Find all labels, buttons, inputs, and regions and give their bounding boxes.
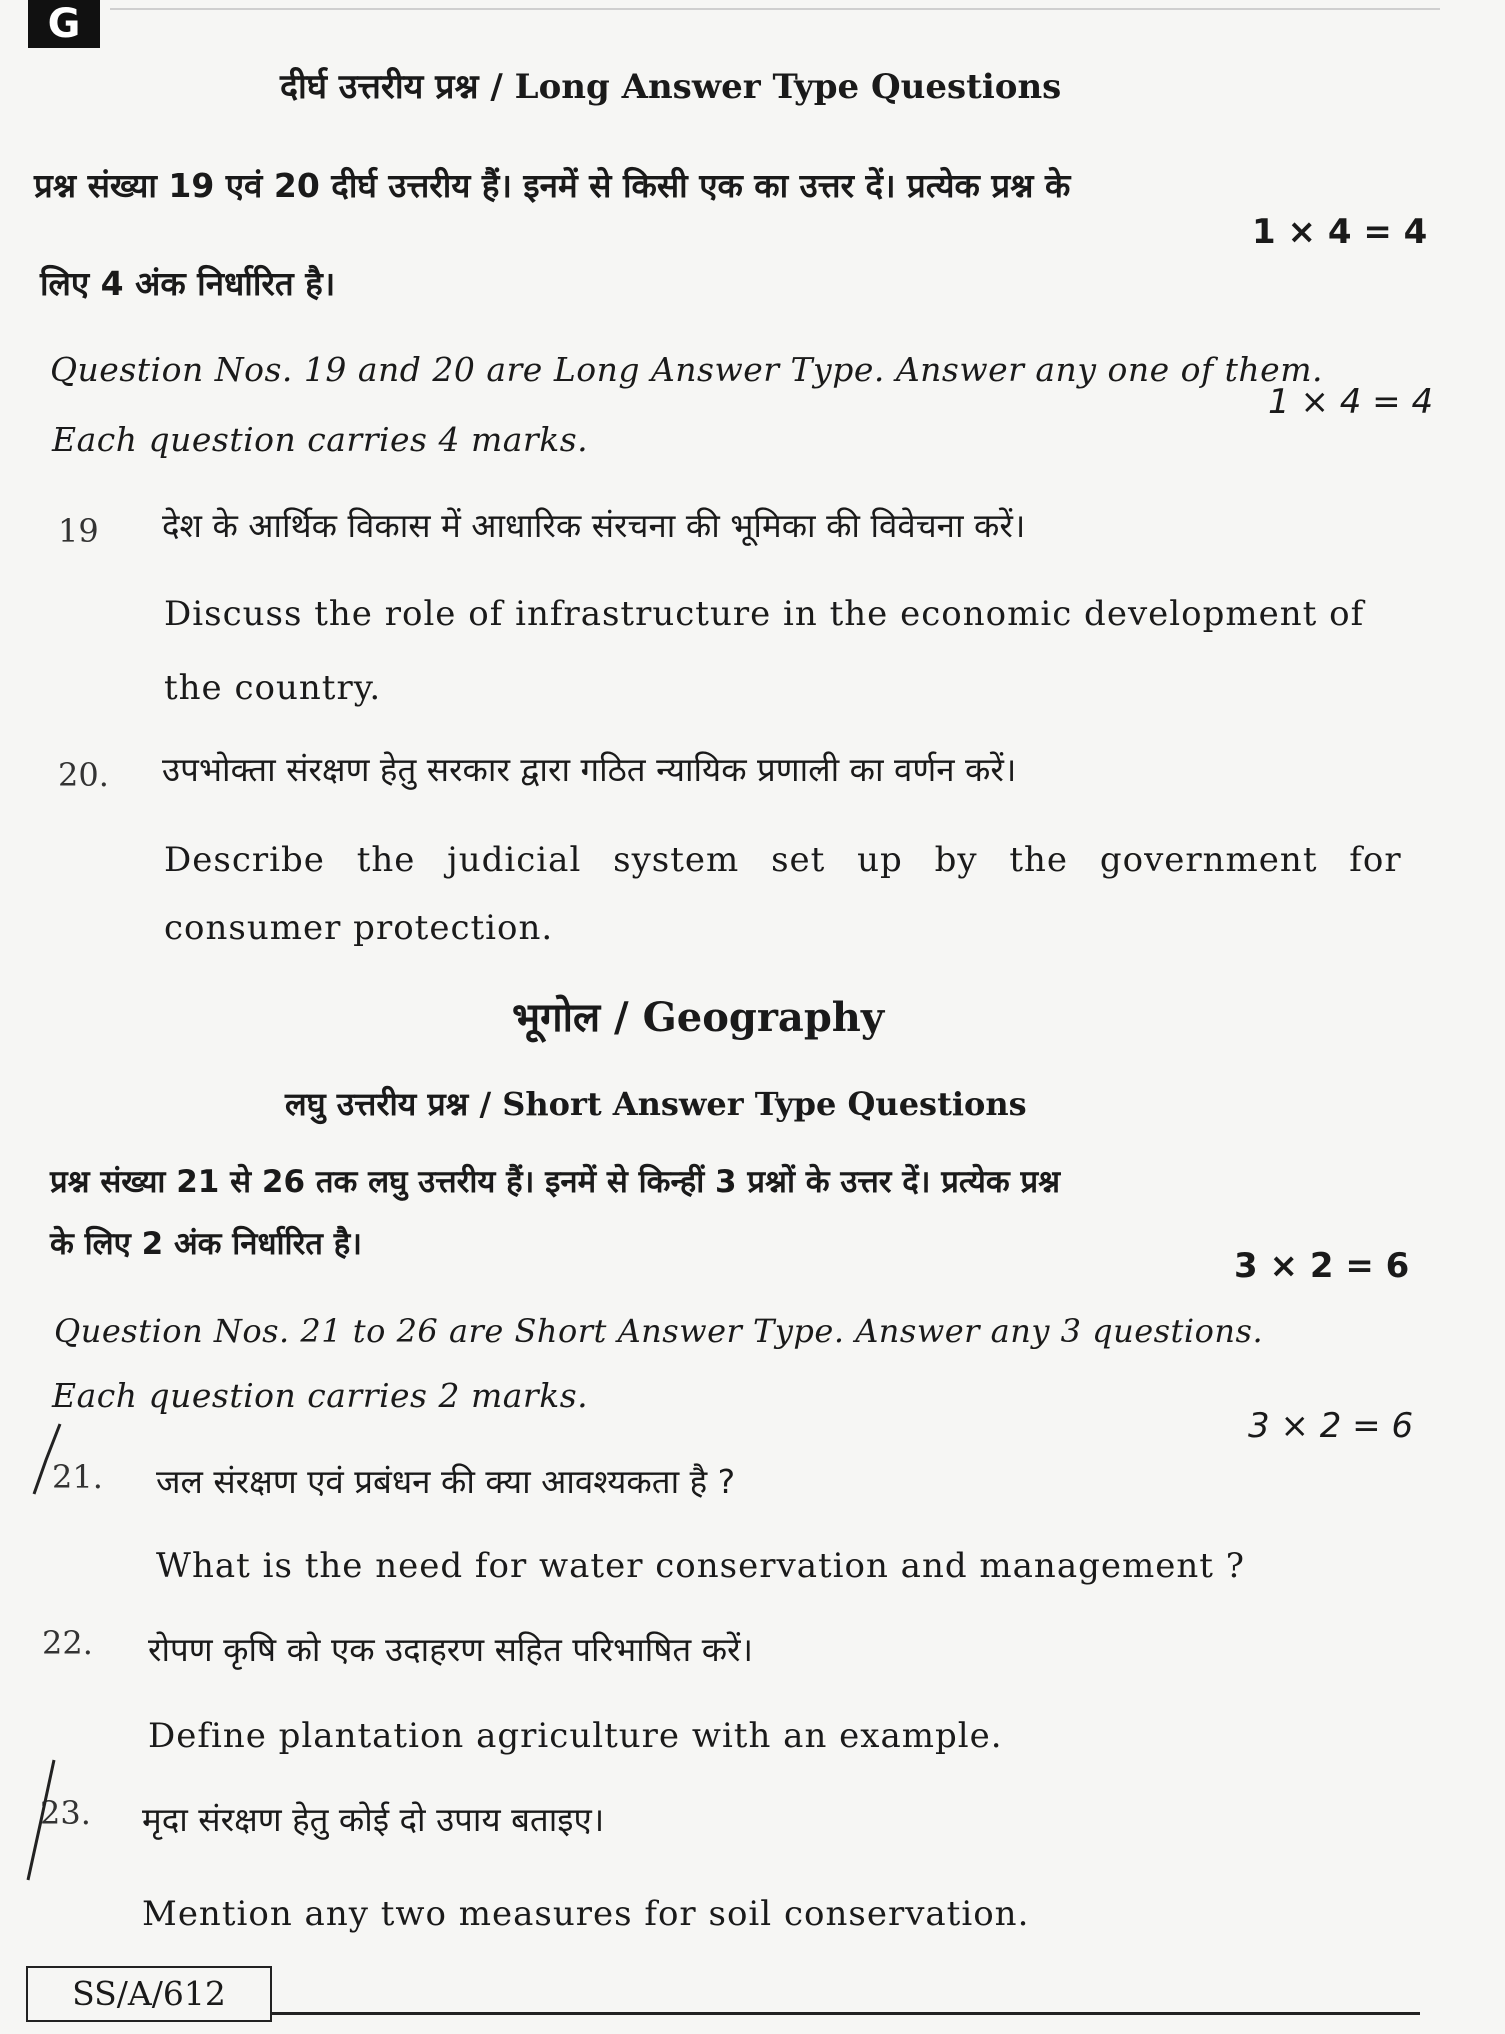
top-rule (110, 8, 1440, 10)
question-number: 22. (42, 1624, 93, 1662)
long-hi-instruction-line1: प्रश्न संख्या 19 एवं 20 दीर्घ उत्तरीय हैं। इनमें से किसी एक का उत्तर दें। प्रत्येक प्रश्न के (34, 166, 1071, 205)
question-english: Mention any two measures for soil conservation. (142, 1894, 1030, 1934)
question-hindi: मृदा संरक्षण हेतु कोई दो उपाय बताइए। (142, 1800, 605, 1839)
long-en-marks: 1 × 4 = 4 (1268, 382, 1434, 422)
short-en-instruction-line2: Each question carries 2 marks. (52, 1376, 589, 1415)
geography-title: भूगोल / Geography (512, 994, 885, 1041)
question-hindi: रोपण कृषि को एक उदाहरण सहित परिभाषित करें। (148, 1630, 754, 1669)
question-english-line1: Discuss the role of infrastructure in the economic development of (164, 594, 1365, 634)
section-badge: G (28, 0, 100, 48)
long-hi-marks: 1 × 4 = 4 (1252, 212, 1428, 252)
question-english: What is the need for water conservation and management ? (156, 1546, 1245, 1586)
question-number: 21. (52, 1458, 103, 1496)
short-en-marks: 3 × 2 = 6 (1248, 1406, 1414, 1446)
pen-tick-mark (14, 1756, 84, 1886)
question-number: 19 (58, 512, 99, 550)
short-hi-marks: 3 × 2 = 6 (1234, 1246, 1410, 1286)
footer-rule (270, 2012, 1420, 2015)
long-en-instruction-line2: Each question carries 4 marks. (52, 420, 589, 459)
short-hi-instruction-line1: प्रश्न संख्या 21 से 26 तक लघु उत्तरीय हैं। इनमें से किन्हीं 3 प्रश्नों के उत्तर दें। प्रत्येक प्रश्न (50, 1164, 1061, 1200)
paper-code: SS/A/612 (26, 1966, 272, 2022)
question-english-line1: Describe the judicial system set up by the government for (164, 840, 1402, 880)
long-answer-heading: दीर्घ उत्तरीय प्रश्न / Long Answer Type Questions (280, 67, 1062, 107)
long-en-instruction-line1: Question Nos. 19 and 20 are Long Answer Type. Answer any one of them. (50, 350, 1323, 389)
short-answer-heading: लघु उत्तरीय प्रश्न / Short Answer Type Questions (285, 1085, 1027, 1123)
question-english: Define plantation agriculture with an example. (148, 1716, 1003, 1756)
question-hindi: उपभोक्ता संरक्षण हेतु सरकार द्वारा गठित न्यायिक प्रणाली का वर्णन करें। (162, 750, 1017, 789)
short-hi-instruction-line2: के लिए 2 अंक निर्धारित है। (50, 1226, 362, 1262)
long-hi-instruction-line2: लिए 4 अंक निर्धारित है। (40, 264, 336, 303)
question-number: 23. (40, 1794, 91, 1832)
question-hindi: जल संरक्षण एवं प्रबंधन की क्या आवश्यकता है ? (156, 1462, 736, 1501)
question-hindi: देश के आर्थिक विकास में आधारिक संरचना की भूमिका की विवेचना करें। (162, 506, 1026, 545)
question-english-line2: consumer protection. (164, 908, 554, 948)
question-number: 20. (58, 756, 109, 794)
pen-tick-mark (20, 1420, 90, 1500)
question-english-line2: the country. (164, 668, 382, 708)
short-en-instruction-line1: Question Nos. 21 to 26 are Short Answer Type. Answer any 3 questions. (54, 1312, 1264, 1350)
